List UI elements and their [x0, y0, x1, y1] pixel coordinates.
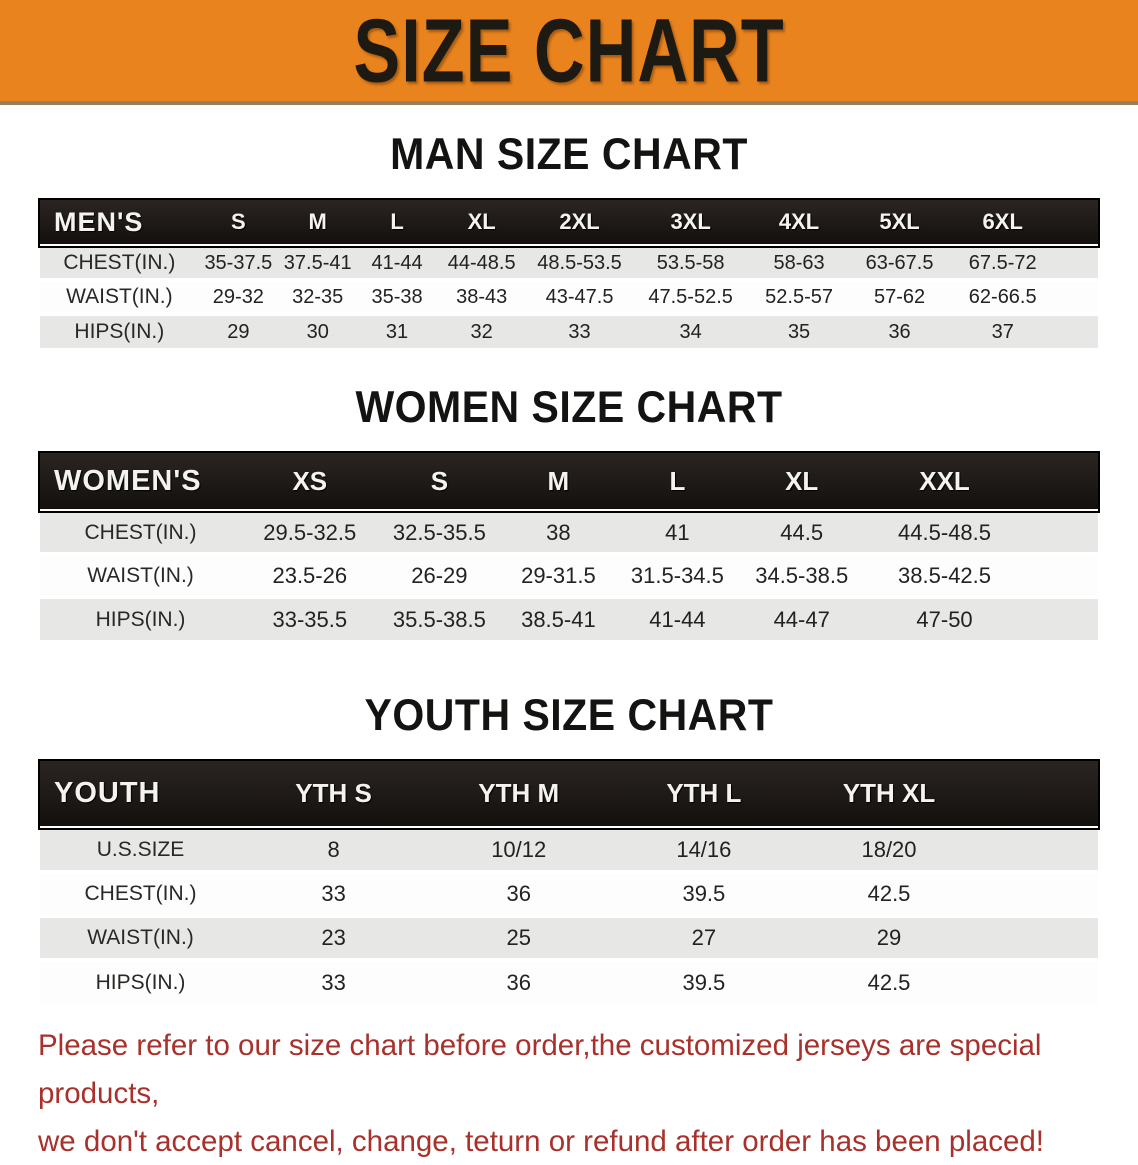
- women-chart-heading: WOMEN SIZE CHART: [355, 382, 783, 432]
- table-header-row: [40, 761, 1098, 828]
- size-column-header: L: [669, 465, 686, 496]
- spacer-cell: [1056, 200, 1098, 246]
- women-size-table: [40, 453, 1098, 640]
- size-value-cell: 35-37.5: [204, 251, 273, 274]
- measurement-row: [40, 916, 1098, 960]
- size-value-cell: 44-48.5: [447, 251, 516, 274]
- row-label: WAIST(IN.): [87, 926, 194, 949]
- size-column-header: YTH M: [478, 778, 560, 808]
- measurement-row: [40, 246, 1098, 280]
- row-label: CHEST(IN.): [63, 251, 176, 274]
- size-value-cell: 34.5-38.5: [755, 562, 849, 588]
- size-column-header: 4XL: [778, 209, 820, 234]
- size-column-header: YTH XL: [842, 778, 936, 808]
- youth-size-table: [40, 761, 1098, 1004]
- size-value-cell: 38.5-42.5: [898, 562, 992, 588]
- size-value-cell: 39.5: [682, 881, 726, 906]
- size-chart-banner: [0, 0, 1138, 105]
- size-column-header: M: [547, 465, 570, 496]
- size-value-cell: 43-47.5: [545, 285, 614, 308]
- size-value-cell: 38-43: [456, 285, 508, 308]
- measurement-row: [40, 828, 1098, 872]
- size-column-header: L: [390, 209, 404, 234]
- table-header-row: [40, 200, 1098, 246]
- row-label: U.S.SIZE: [96, 838, 185, 861]
- size-value-cell: 37.5-41: [283, 251, 352, 274]
- measurement-row: [40, 314, 1098, 348]
- size-value-cell: 44.5-48.5: [898, 519, 992, 545]
- size-value-cell: 52.5-57: [765, 285, 833, 308]
- size-value-cell: 36: [506, 970, 531, 995]
- spacer-cell: [1024, 597, 1098, 640]
- size-value-cell: 38: [546, 519, 571, 545]
- size-value-cell: 29: [227, 320, 250, 343]
- size-value-cell: 33: [321, 970, 346, 995]
- policy-line-1: Please refer to our size chart before order,the customized jerseys are special products,: [38, 1029, 1042, 1110]
- size-value-cell: 32-35: [292, 285, 344, 308]
- size-column-header: 6XL: [982, 209, 1023, 234]
- size-value-cell: 25: [506, 925, 531, 950]
- size-column-header: M: [308, 209, 327, 234]
- spacer-cell: [1024, 453, 1098, 511]
- size-value-cell: 47-50: [916, 606, 973, 632]
- size-value-cell: 67.5-72: [968, 251, 1037, 274]
- measurement-row: [40, 960, 1098, 1004]
- size-value-cell: 48.5-53.5: [537, 251, 622, 274]
- spacer-cell: [982, 761, 1098, 828]
- size-value-cell: 35.5-38.5: [392, 606, 486, 632]
- men-chart-heading: MAN SIZE CHART: [390, 129, 748, 179]
- size-value-cell: 29.5-32.5: [263, 519, 357, 545]
- size-value-cell: 34: [679, 320, 702, 343]
- row-label: CHEST(IN.): [84, 882, 197, 905]
- table-corner-label: YOUTH: [54, 777, 161, 809]
- size-value-cell: 36: [888, 320, 911, 343]
- measurement-row: [40, 597, 1098, 640]
- size-value-cell: 36: [506, 881, 531, 906]
- spacer-cell: [1024, 554, 1098, 597]
- size-value-cell: 14/16: [676, 837, 732, 862]
- size-value-cell: 29-32: [212, 285, 264, 308]
- table-corner-label: MEN'S: [54, 206, 144, 237]
- size-value-cell: 42.5: [867, 881, 911, 906]
- spacer-cell: [982, 960, 1098, 1004]
- row-label: HIPS(IN.): [95, 971, 186, 994]
- row-label: HIPS(IN.): [74, 320, 165, 343]
- size-value-cell: 58-63: [773, 251, 825, 274]
- size-column-header: YTH L: [666, 778, 742, 808]
- size-column-header: 3XL: [670, 209, 711, 234]
- size-column-header: 5XL: [879, 209, 920, 234]
- measurement-row: [40, 872, 1098, 916]
- size-value-cell: 42.5: [867, 970, 911, 995]
- size-value-cell: 29: [876, 925, 902, 950]
- size-column-header: XS: [292, 465, 328, 496]
- men-size-table: [40, 200, 1098, 348]
- size-value-cell: 29-31.5: [521, 562, 596, 588]
- size-value-cell: 39.5: [682, 970, 726, 995]
- size-value-cell: 35: [787, 320, 811, 343]
- youth-size-section: [0, 692, 1138, 1004]
- size-value-cell: 41-44: [371, 251, 423, 274]
- size-value-cell: 44-47: [773, 606, 830, 632]
- size-value-cell: 23: [321, 925, 346, 950]
- size-value-cell: 10/12: [491, 837, 547, 862]
- size-value-cell: 63-67.5: [865, 251, 934, 274]
- row-label: WAIST(IN.): [87, 563, 194, 587]
- size-value-cell: 47.5-52.5: [648, 285, 733, 308]
- size-value-cell: 33: [568, 320, 591, 343]
- size-value-cell: 33-35.5: [272, 606, 348, 632]
- spacer-cell: [1056, 314, 1098, 348]
- measurement-row: [40, 280, 1098, 314]
- spacer-cell: [1056, 246, 1098, 280]
- spacer-cell: [1024, 511, 1098, 554]
- size-column-header: XL: [785, 465, 819, 496]
- size-column-header: XXL: [919, 465, 970, 496]
- size-value-cell: 44.5: [780, 519, 824, 545]
- size-value-cell: 27: [691, 925, 717, 950]
- table-header-row: [40, 453, 1098, 511]
- size-value-cell: 35-38: [371, 285, 423, 308]
- size-value-cell: 53.5-58: [656, 251, 725, 274]
- men-size-section: [0, 131, 1138, 348]
- size-value-cell: 26-29: [411, 562, 468, 588]
- row-label: HIPS(IN.): [95, 607, 186, 631]
- youth-chart-heading: YOUTH SIZE CHART: [364, 690, 774, 740]
- women-table-wrap: [0, 453, 1138, 640]
- measurement-row: [40, 554, 1098, 597]
- order-policy-note: [0, 1022, 1138, 1165]
- spacer-cell: [982, 916, 1098, 960]
- size-value-cell: 31.5-34.5: [630, 562, 724, 588]
- size-value-cell: 23.5-26: [272, 562, 348, 588]
- spacer-cell: [982, 828, 1098, 872]
- size-value-cell: 62-66.5: [968, 285, 1037, 308]
- banner-title: SIZE CHART: [353, 0, 785, 102]
- measurement-row: [40, 511, 1098, 554]
- size-value-cell: 18/20: [861, 837, 917, 862]
- size-column-header: S: [231, 209, 246, 234]
- spacer-cell: [1056, 280, 1098, 314]
- spacer-cell: [982, 872, 1098, 916]
- size-value-cell: 32.5-35.5: [392, 519, 486, 545]
- size-value-cell: 33: [321, 881, 346, 906]
- policy-line-2: we don't accept cancel, change, teturn or refund after order has been placed!: [38, 1124, 1044, 1158]
- size-value-cell: 41-44: [649, 606, 706, 632]
- size-column-header: S: [430, 465, 449, 496]
- table-corner-label: WOMEN'S: [54, 464, 202, 497]
- men-table-wrap: [0, 200, 1138, 348]
- size-value-cell: 41: [665, 519, 690, 545]
- youth-table-wrap: [0, 761, 1138, 1004]
- size-value-cell: 32: [470, 320, 493, 343]
- size-value-cell: 38.5-41: [521, 606, 596, 632]
- size-value-cell: 31: [385, 320, 409, 343]
- size-value-cell: 57-62: [873, 285, 926, 308]
- row-label: WAIST(IN.): [66, 285, 173, 308]
- size-column-header: YTH S: [295, 778, 372, 808]
- size-column-header: XL: [467, 209, 496, 234]
- size-column-header: 2XL: [559, 209, 600, 234]
- size-value-cell: 8: [327, 837, 340, 862]
- size-value-cell: 37: [991, 320, 1014, 343]
- row-label: CHEST(IN.): [84, 520, 197, 544]
- size-value-cell: 30: [306, 320, 329, 343]
- women-size-section: [0, 384, 1138, 640]
